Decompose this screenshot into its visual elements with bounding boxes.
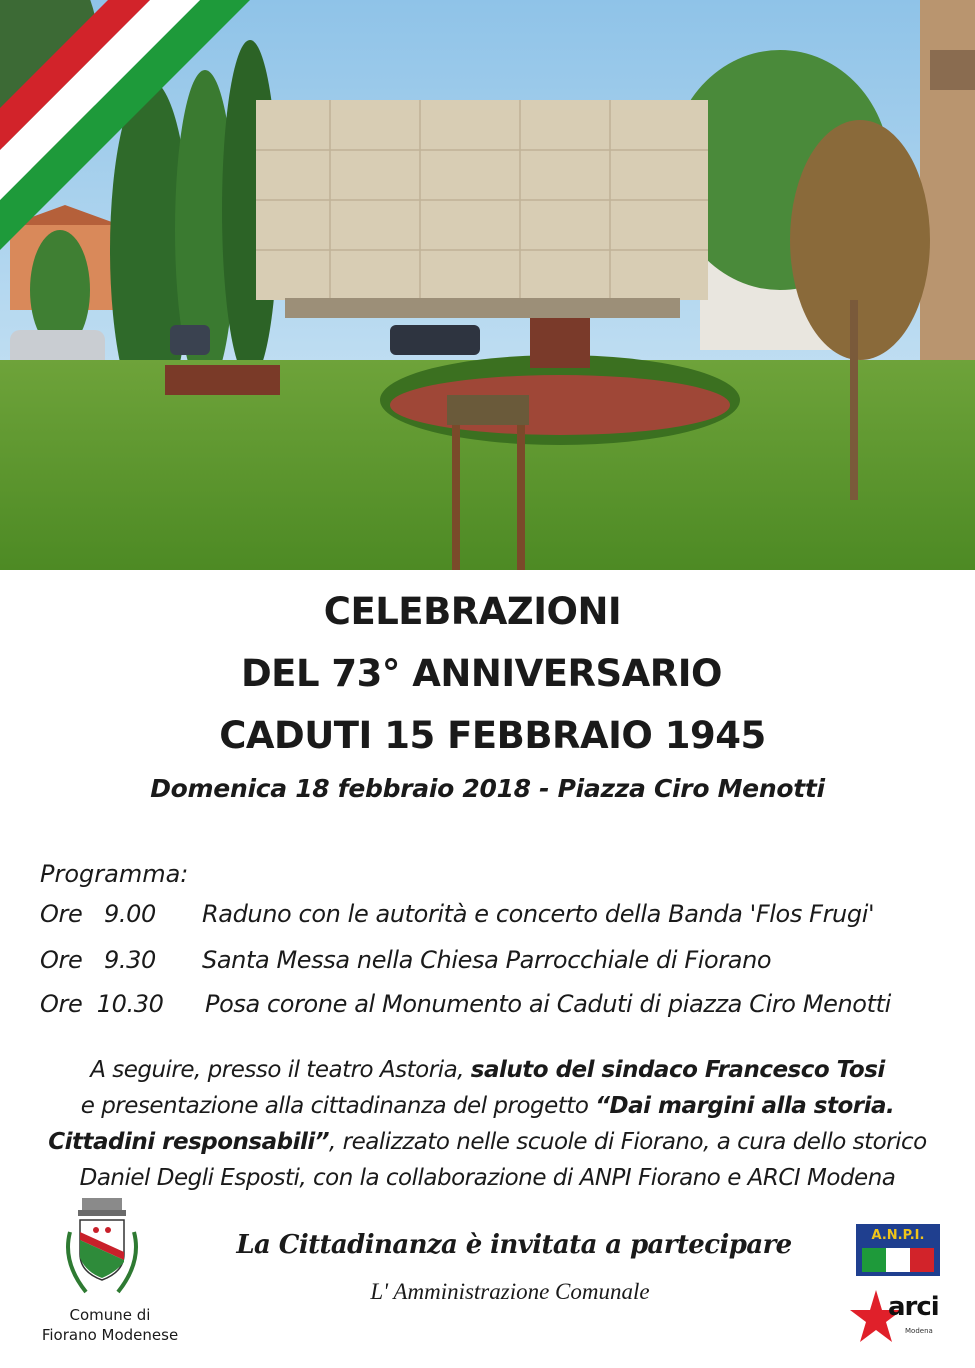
title-line-1: CELEBRAZIONI (323, 590, 622, 633)
project-title: “Dai margini alla storia. (595, 1093, 895, 1119)
comune-crest-logo (56, 1192, 148, 1302)
description-line: Daniel Degli Esposti, con la collaborazione di ANPI Fiorano e ARCI Modena (79, 1165, 896, 1191)
title-line-3: CADUTI 15 FEBBRAIO 1945 (219, 714, 766, 757)
mayor-greeting: saluto del sindaco Francesco Tosi (470, 1057, 885, 1083)
description-line (0, 1088, 975, 1124)
comune-line: Comune di (69, 1306, 151, 1324)
program-time: Ore 9.30 (40, 946, 156, 974)
italian-flag-ribbon (0, 0, 260, 260)
comune-name (20, 1305, 200, 1345)
invitation-text: La Cittadinanza è invitata a partecipare (236, 1230, 792, 1260)
title-line-2: DEL 73° ANNIVERSARIO (240, 652, 723, 695)
program-description: Raduno con le autorità e concerto della Banda 'Flos Frugi' (202, 900, 875, 928)
description-line (0, 1124, 975, 1160)
administration-signature: L' Amministrazione Comunale (370, 1279, 650, 1304)
program-description: Santa Messa nella Chiesa Parrocchiale di Fiorano (202, 946, 772, 974)
program-time: Ore 9.00 (40, 900, 156, 928)
anpi-logo-text: A.N.P.I. (871, 1228, 925, 1243)
arci-logo-text: arci (888, 1292, 939, 1322)
program-description: Posa corone al Monumento ai Caduti di piazza Ciro Menotti (205, 990, 891, 1018)
arci-logo-subtext: Modena (905, 1327, 933, 1335)
project-title-cont: Cittadini responsabili” (48, 1129, 330, 1155)
text-span: A seguire, presso il teatro Astoria, (90, 1057, 471, 1083)
program-time: Ore 10.30 (40, 990, 164, 1018)
event-description (0, 1052, 975, 1196)
event-date-location: Domenica 18 febbraio 2018 - Piazza Ciro Menotti (150, 774, 825, 803)
text-span: , realizzato nelle scuole di Fiorano, a cura dello storico (329, 1129, 927, 1155)
text-span: e presentazione alla cittadinanza del progetto (80, 1093, 596, 1119)
program-heading: Programma: (40, 860, 189, 888)
description-line (0, 1052, 975, 1088)
comune-line: Fiorano Modenese (41, 1326, 179, 1344)
